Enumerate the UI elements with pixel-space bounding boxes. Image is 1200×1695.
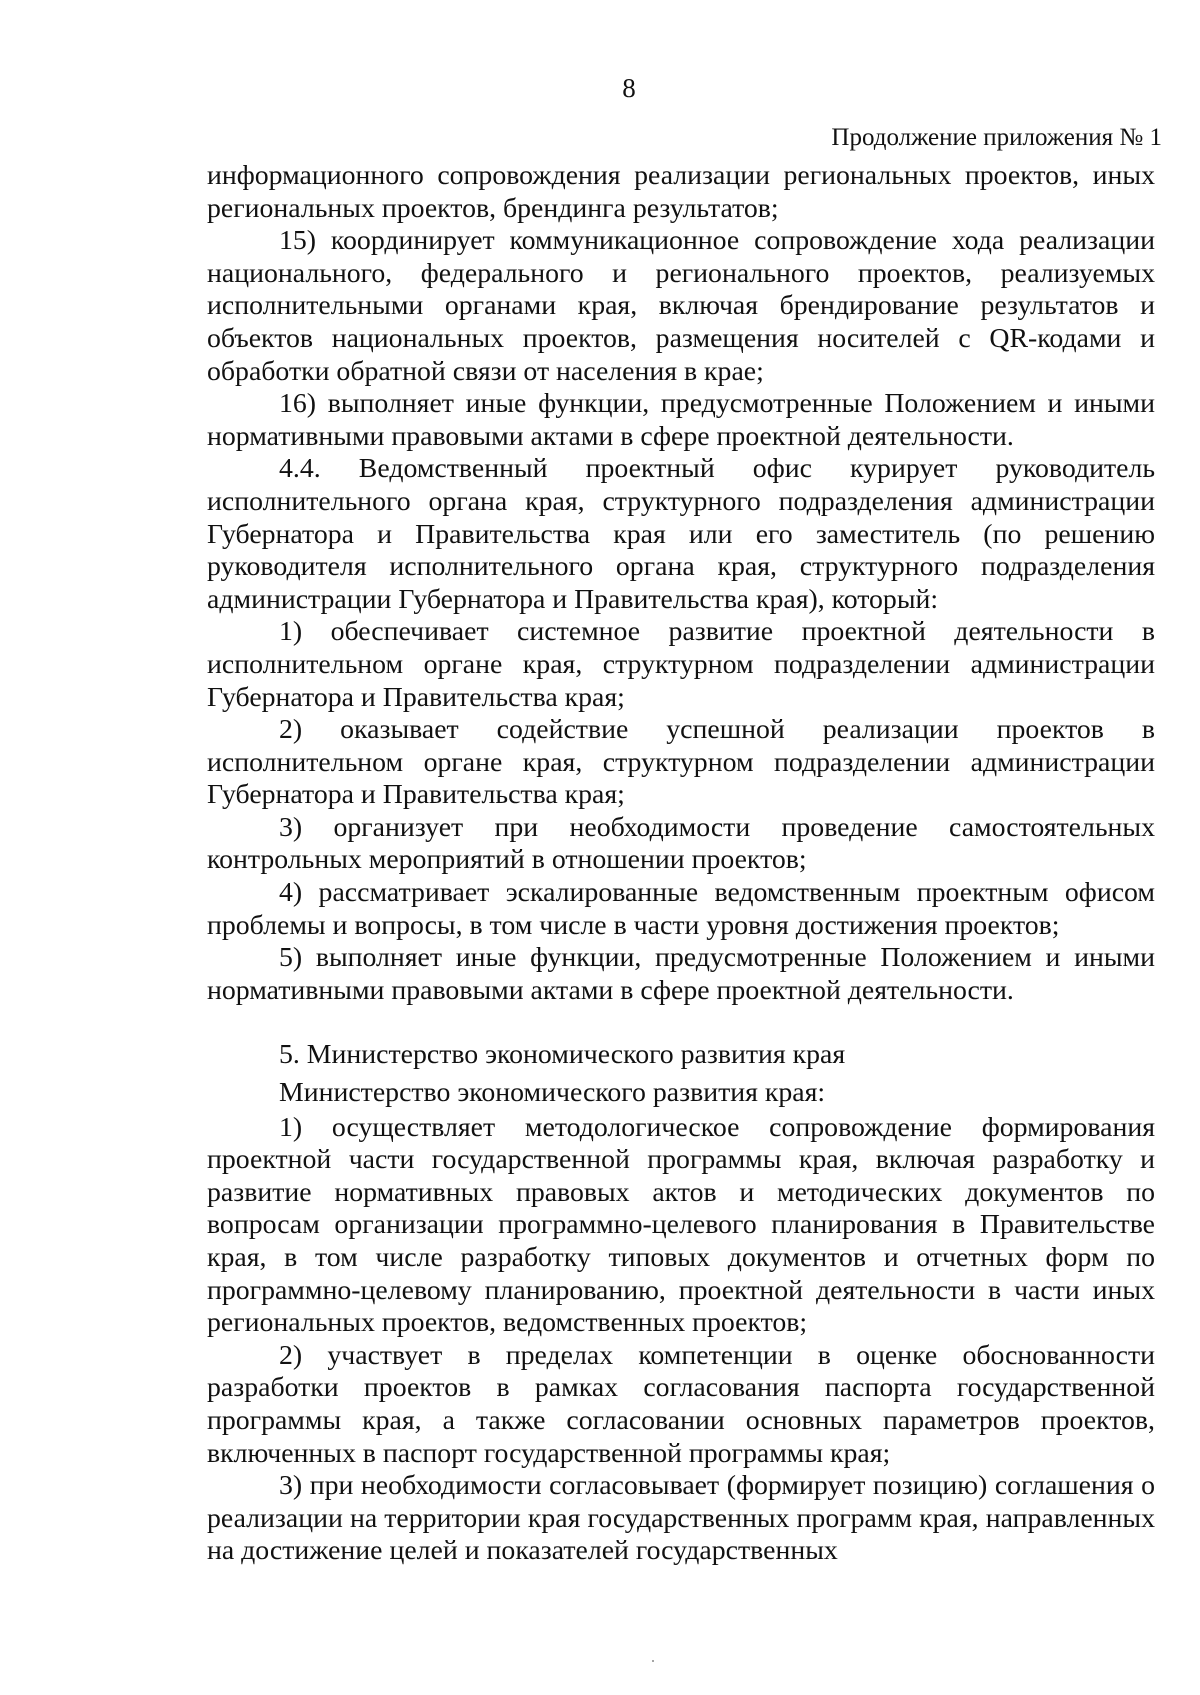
paragraph: 4.4. Ведомственный проектный офис курирует руководитель исполнительного органа края, структурного подразделения администрации Губернатора и Правительства края или его заместитель (по решению руководителя исполнительного органа края, структурного подразделения администрации Губернатора и Правительства края), который: (207, 453, 1155, 615)
scan-artifact (652, 1660, 654, 1662)
paragraph: 3) при необходимости согласовывает (формирует позицию) соглашения о реализации на территории края государственных программ края, направленных на достижение целей и показателей государственных (207, 1470, 1155, 1567)
section-heading: 5. Министерство экономического развития края (279, 1039, 846, 1071)
paragraph: 3) организует при необходимости проведение самостоятельных контрольных мероприятий в отношении проектов; (207, 811, 1155, 876)
document-body (207, 160, 1155, 1568)
paragraph: 16) выполняет иные функции, предусмотренные Положением и иными нормативными правовыми актами в сфере проектной деятельности. (207, 388, 1155, 452)
page-number: 8 (622, 73, 636, 103)
appendix-continuation-label: Продолжение приложения № 1 (831, 124, 1162, 151)
paragraph: 4) рассматривает эскалированные ведомственным проектным офисом проблемы и вопросы, в том числе в части уровня достижения проектов; (207, 877, 1155, 941)
paragraph: информационного сопровождения реализации региональных проектов, иных региональных проектов, брендинга результатов; (207, 160, 1155, 224)
paragraph: 1) осуществляет методологическое сопровождение формирования проектной части государственной программы края, включая разработку и развитие нормативных правовых актов и методических документов по вопросам организации программно-целевого планирования в Правительстве края, в том числе разработку типовых документов и отчетных форм по программно-целевому планированию, проектной деятельности в части иных региональных проектов, ведомственных проектов; (207, 1111, 1155, 1339)
paragraph: 1) обеспечивает системное развитие проектной деятельности в исполнительном органе края, структурном подразделении администрации Губернатора и Правительства края; (207, 616, 1155, 713)
paragraph: 2) участвует в пределах компетенции в оценке обоснованности разработки проектов в рамках согласования паспорта государственной программы края, а также согласовании основных параметров проектов, включенных в паспорт государственной программы края; (207, 1339, 1155, 1469)
paragraph: 2) оказывает содействие успешной реализации проектов в исполнительном органе края, структурном подразделении администрации Губернатора и Правительства края; (207, 714, 1155, 811)
paragraph: 5) выполняет иные функции, предусмотренные Положением и иными нормативными правовыми актами в сфере проектной деятельности. (207, 942, 1155, 1006)
section-intro: Министерство экономического развития края: (279, 1077, 826, 1109)
paragraph: 15) координирует коммуникационное сопровождение хода реализации национального, федерального и регионального проектов, реализуемых исполнительными органами края, включая брендирование результатов и объектов национальных проектов, размещения носителей с QR-кодами и обработки обратной связи от населения в крае; (207, 225, 1155, 387)
